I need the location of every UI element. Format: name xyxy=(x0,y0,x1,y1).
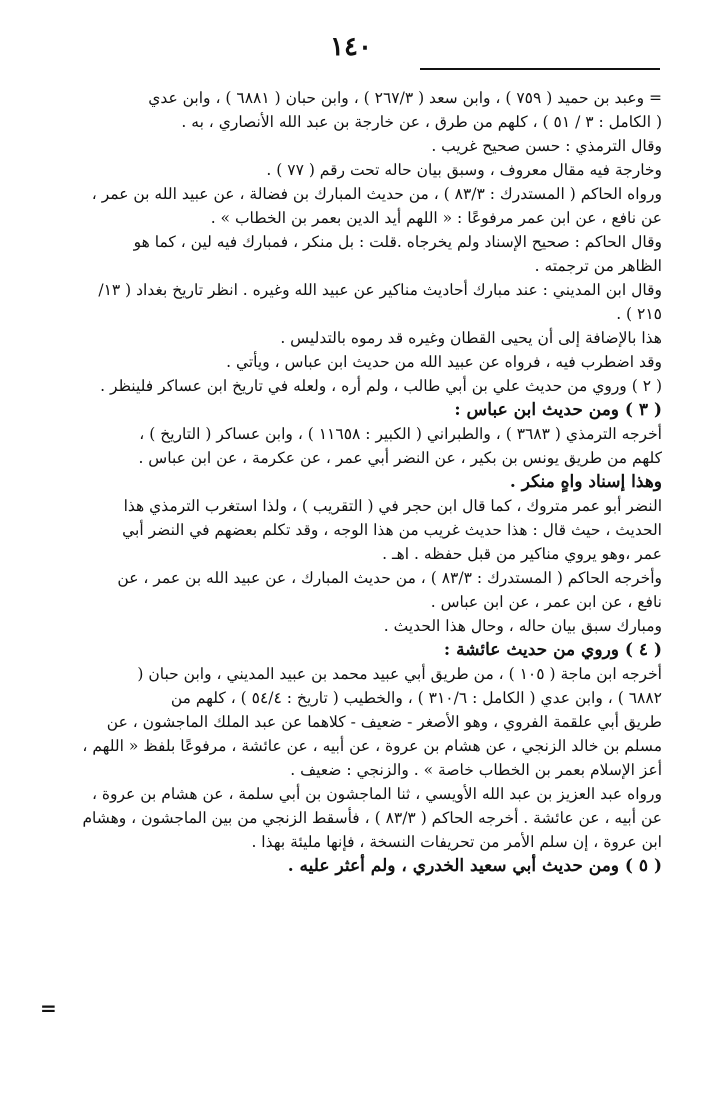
text-line: عمر ،وهو يروي مناكير من قبل حفظه . اهـ . xyxy=(382,545,662,563)
page-number: ١٤٠ xyxy=(330,32,372,62)
text-line: الظاهر من ترجمته . xyxy=(534,257,662,275)
text-line: = وعبد بن حميد ( ٧٥٩ ) ، وابن سعد ( ٢٦٧/٣ ) ، وابن حبان ( ٦٨٨١ ) ، وابن عدي xyxy=(148,89,662,107)
text-line: ( ٢ ) وروي من حديث علي بن أبي طالب ، ولم أره ، ولعله في تاريخ ابن عساكر فلينظر . xyxy=(100,377,662,395)
text-line: ٦٨٨٢ ) ، وابن عدي ( الكامل : ٣١٠/٦ ) ، والخطيب ( تاريخ : ٥٤/٤ ) ، كلهم من xyxy=(170,689,662,707)
text-line: ورواه الحاكم ( المستدرك : ٨٣/٣ ) ، من حديث المبارك بن فضالة ، عن عبيد الله بن عمر ، xyxy=(91,185,662,203)
text-line: أخرجه الترمذي ( ٣٦٨٣ ) ، والطبراني ( الكبير : ١١٦٥٨ ) ، وابن عساكر ( التاريخ ) ، xyxy=(139,425,662,443)
text-line: وقال ابن المديني : عند مبارك أحاديث مناكير عن عبيد الله وغيره . انظر تاريخ بغداد ( ١٣/ xyxy=(98,281,662,299)
section-heading: ( ٤ ) وروي من حديث عائشة : xyxy=(443,640,662,660)
text-line: وخارجة فيه مقال معروف ، وسبق بيان حاله تحت رقم ( ٧٧ ) . xyxy=(266,161,662,179)
text-line: عن أبيه ، عن عائشة . أخرجه الحاكم ( ٨٣/٣ ) ، فأسقط الزنجي من بين الماجشون ، وهشام xyxy=(82,809,662,827)
text-line: الحديث ، حيث قال : هذا حديث غريب من هذا الوجه ، وقد تكلم بعضهم في النضر أبي xyxy=(122,521,662,539)
text-line: ٢١٥ ) . xyxy=(616,305,662,323)
header-rule xyxy=(420,68,660,70)
text-line: هذا بالإضافة إلى أن يحيى القطان وغيره قد رموه بالتدليس . xyxy=(280,329,662,347)
page-body xyxy=(40,86,662,878)
text-line: عن نافع ، عن ابن عمر مرفوعًا : « اللهم أيد الدين بعمر بن الخطاب » . xyxy=(210,209,662,227)
text-line: وقد اضطرب فيه ، فرواه عن عبيد الله من حديث ابن عباس ، ويأتي . xyxy=(226,353,662,371)
text-line: النضر أبو عمر متروك ، كما قال ابن حجر في ( التقريب ) ، ولذا استغرب الترمذي هذا xyxy=(123,497,662,515)
text-line: كلهم من طريق يونس بن بكير ، عن النضر أبي عمر ، عن عكرمة ، عن ابن عباس . xyxy=(138,449,662,467)
section-heading: ( ٥ ) ومن حديث أبي سعيد الخدري ، ولم أعثر عليه . xyxy=(287,856,662,876)
text-line: وقال الحاكم : صحيح الإسناد ولم يخرجاه .قلت : بل منكر ، فمبارك فيه لين ، كما هو xyxy=(133,233,662,251)
text-line: ورواه عبد العزيز بن عبد الله الأويسي ، ثنا الماجشون بن أبي سلمة ، عن هشام بن عروة ، xyxy=(91,785,662,803)
text-line: وقال الترمذي : حسن صحيح غريب . xyxy=(431,137,662,155)
section-verdict: وهذا إسناد واهٍ منكر . xyxy=(509,472,662,492)
text-line: أخرجه ابن ماجة ( ١٠٥ ) ، من طريق أبي عبيد محمد بن عبيد المديني ، وابن حبان ( xyxy=(137,665,662,683)
text-line: ومبارك سبق بيان حاله ، وحال هذا الحديث . xyxy=(383,617,662,635)
text-line: مسلم بن خالد الزنجي ، عن هشام بن عروة ، عن أبيه ، عن عائشة ، مرفوعًا بلفظ « اللهم ، xyxy=(82,737,662,755)
text-line: وأخرجه الحاكم ( المستدرك : ٨٣/٣ ) ، من حديث المبارك ، عن عبيد الله بن عمر ، عن xyxy=(117,569,662,587)
text-line: ( الكامل : ٣ / ٥١ ) ، كلهم من طرق ، عن خارجة بن عبد الله الأنصاري ، به . xyxy=(181,113,662,131)
text-line: أعز الإسلام بعمر بن الخطاب خاصة » . والزنجي : ضعيف . xyxy=(290,761,662,779)
text-line: طريق أبي علقمة الفروي ، وهو الأصغر - ضعيف - كلاهما عن عبد الملك الماجشون ، عن xyxy=(106,713,662,731)
text-line: نافع ، عن ابن عمر ، عن ابن عباس . xyxy=(430,593,662,611)
section-heading: ( ٣ ) ومن حديث ابن عباس : xyxy=(454,400,662,420)
continuation-mark: = xyxy=(40,996,57,1020)
text-line: ابن عروة ، إن سلم الأمر من تحريفات النسخة ، فإنها مليئة بهذا . xyxy=(251,833,662,851)
